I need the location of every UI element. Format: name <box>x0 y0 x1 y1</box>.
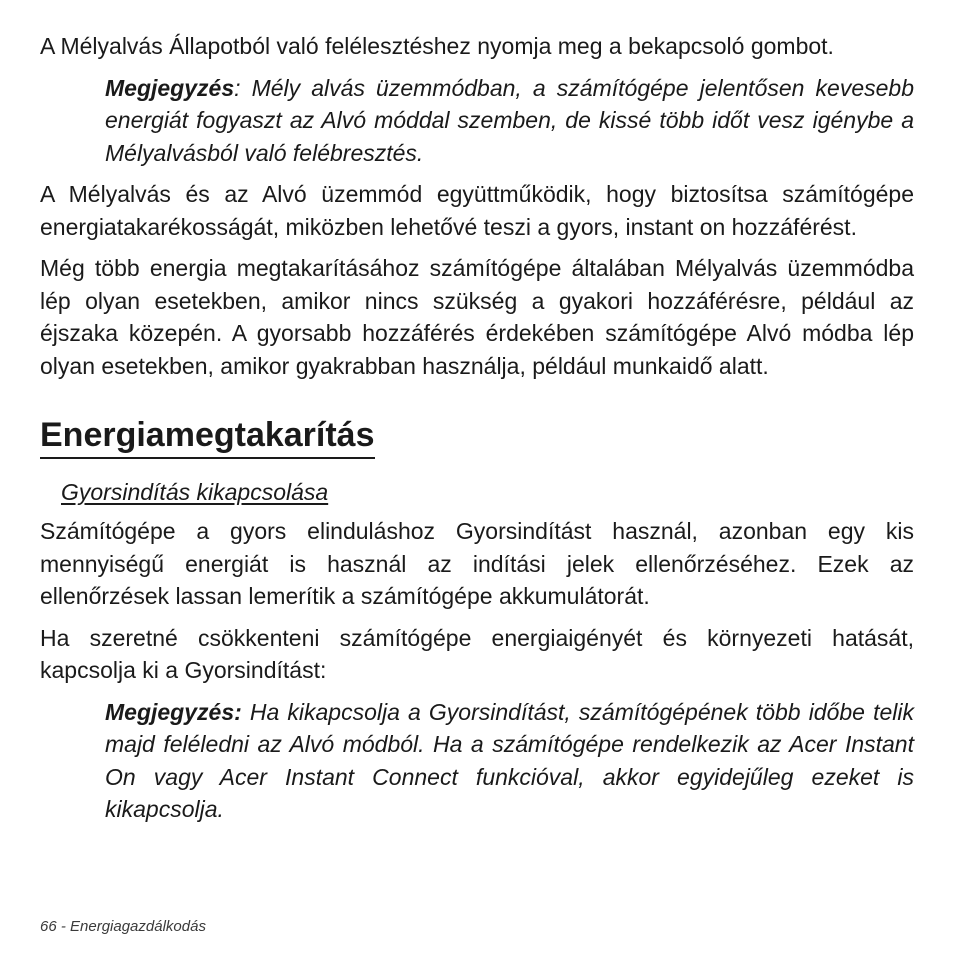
note-text: Ha kikapcsolja a Gyorsindítást, számítógépének több időbe telik majd feléledni az Alvó módból. Ha a számítógépe rendelkezik az Acer Instant On vagy Acer Instant Connect funkcióval, akkor egyidejűleg ezeket is kikapcsolja. <box>105 698 914 822</box>
document-page <box>40 30 914 835</box>
note-label: Megjegyzés: <box>105 698 242 725</box>
paragraph-fast-startup: Számítógépe a gyors elinduláshoz Gyorsindítást használ, azonban egy kis mennyiségű energiát is használ az indítási jelek ellenőrzéséhez. Ezek az ellenőrzések lassan lemerítik a számítógépe akkumulátorát. <box>40 518 914 609</box>
note-fast-startup <box>105 696 914 826</box>
page-footer: 66 - Energiagazdálkodás <box>40 918 206 935</box>
paragraph-sleep-modes-cooperation: A Mélyalvás és az Alvó üzemmód együttműködik, hogy biztosítsa számítógépe energiatakarékosságát, miközben lehetővé teszi a gyors, instant on hozzáférést. <box>40 181 914 240</box>
paragraph-disable-fast-startup: Ha szeretné csökkenteni számítógépe energiaigényét és környezeti hatását, kapcsolja ki a Gyorsindítást: <box>40 624 914 683</box>
note-text: : Mély alvás üzemmódban, a számítógépe jelentősen kevesebb energiát fogyaszt az Alvó móddal szemben, de kissé több időt vesz igénybe a Mélyalvásból való felébresztés. <box>105 74 914 166</box>
section-heading: Energiamegtakarítás <box>40 413 375 459</box>
subsection-heading: Gyorsindítás kikapcsolása <box>61 479 329 505</box>
paragraph-energy-saving-modes: Még több energia megtakarításához számítógépe általában Mélyalvás üzemmódba lép olyan esetekben, amikor nincs szükség a gyakori hozzáférésre, például az éjszaka közepén. A gyorsabb hozzáférés érdekében számítógépe Alvó módba lép olyan esetekben, amikor gyakrabban használja, például munkaidő alatt. <box>40 255 914 379</box>
note-deep-sleep <box>105 72 914 170</box>
note-label: Megjegyzés <box>105 74 235 101</box>
paragraph-deep-sleep-wake: A Mélyalvás Állapotból való felélesztéshez nyomja meg a bekapcsoló gombot. <box>40 33 834 59</box>
